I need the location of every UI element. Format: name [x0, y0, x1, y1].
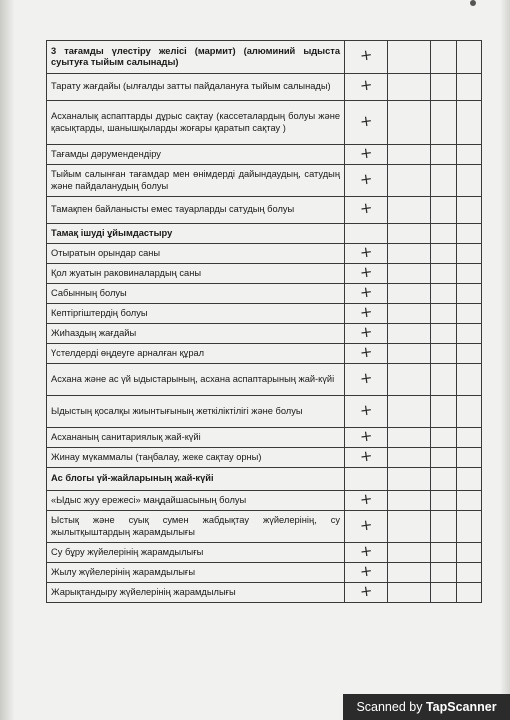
empty-cell	[431, 264, 457, 284]
handwritten-plus-mark: +	[358, 110, 374, 131]
empty-cell	[388, 74, 431, 101]
checklist-row	[47, 543, 482, 563]
empty-cell	[388, 543, 431, 563]
empty-cell	[431, 448, 457, 468]
empty-cell	[388, 244, 431, 264]
empty-cell	[388, 344, 431, 364]
empty-cell	[457, 284, 482, 304]
empty-cell	[388, 468, 431, 491]
empty-cell	[457, 264, 482, 284]
empty-cell	[431, 583, 457, 603]
empty-cell	[431, 145, 457, 165]
checklist-row	[47, 165, 482, 197]
empty-cell	[431, 344, 457, 364]
empty-cell	[388, 197, 431, 224]
requirement-text: Жарықтандыру жүйелерінің жарамдылығы	[47, 583, 345, 603]
requirement-text: Су бұру жүйелерінің жарамдылығы	[47, 543, 345, 563]
empty-cell	[457, 364, 482, 396]
empty-cell	[457, 74, 482, 101]
checklist-row	[47, 511, 482, 543]
empty-cell	[388, 448, 431, 468]
handwritten-plus-mark: +	[358, 261, 374, 282]
checklist-row	[47, 74, 482, 101]
compliance-cell	[345, 41, 388, 74]
compliance-cell	[345, 281, 388, 304]
empty-cell	[388, 284, 431, 304]
handwritten-plus-mark: +	[358, 488, 374, 509]
compliance-cell	[345, 261, 388, 284]
requirement-text: Тағамды дәрумендендіру	[47, 145, 345, 165]
compliance-cell	[345, 560, 388, 583]
empty-cell	[431, 224, 457, 244]
empty-cell	[457, 324, 482, 344]
handwritten-plus-mark: +	[358, 560, 374, 581]
empty-cell	[431, 41, 457, 74]
checklist-row	[47, 145, 482, 165]
handwritten-plus-mark: +	[358, 399, 374, 420]
empty-cell	[388, 396, 431, 428]
empty-cell	[457, 448, 482, 468]
requirement-text: Асхана және ас үй ыдыстарының, асхана аспаптарының жай-күйі	[47, 364, 345, 396]
compliance-cell	[345, 74, 388, 101]
requirement-text: Тамақпен байланысты емес тауарларды сатудың болуы	[47, 197, 345, 224]
requirement-text: Сабынның болуы	[47, 284, 345, 304]
empty-cell	[388, 224, 431, 244]
tapscanner-watermark	[343, 694, 510, 720]
section-heading: Ас блогы үй-жайларының жай-күйі	[47, 468, 345, 491]
requirement-text: Отыратын орындар саны	[47, 244, 345, 264]
requirement-text: Үстелдерді өңдеуге арналған құрал	[47, 344, 345, 364]
empty-cell	[457, 145, 482, 165]
empty-cell	[457, 563, 482, 583]
compliance-cell	[345, 540, 388, 563]
empty-cell	[388, 145, 431, 165]
checklist-row	[47, 563, 482, 583]
section-row	[47, 468, 482, 491]
handwritten-plus-mark: +	[358, 45, 374, 66]
compliance-cell	[345, 425, 388, 448]
empty-cell	[431, 74, 457, 101]
compliance-cell	[345, 101, 388, 145]
checklist-row	[47, 396, 482, 428]
empty-cell	[457, 511, 482, 543]
requirement-text: Жиһаздың жағдайы	[47, 324, 345, 344]
requirement-text: Ыстық және суық сумен жабдықтау жүйелерінің, су жылытқыштардың жарамдылығы	[47, 511, 345, 543]
watermark-brand: TapScanner	[425, 700, 497, 714]
empty-cell	[457, 304, 482, 324]
empty-cell	[457, 244, 482, 264]
compliance-cell	[345, 165, 388, 197]
handwritten-plus-mark: +	[358, 301, 374, 322]
scan-shadow-right	[500, 0, 510, 720]
compliance-cell	[345, 445, 388, 468]
empty-cell	[431, 364, 457, 396]
requirement-text: Тарату жағдайы (ылғалды затты пайдалануға тыйым салынады)	[47, 74, 345, 101]
checklist-row	[47, 101, 482, 145]
checklist-row	[47, 344, 482, 364]
handwritten-plus-mark: +	[358, 75, 374, 96]
empty-cell	[431, 197, 457, 224]
watermark-prefix: Scanned by	[356, 700, 426, 714]
empty-cell	[431, 396, 457, 428]
checklist-row	[47, 364, 482, 396]
empty-cell	[388, 304, 431, 324]
scan-shadow-left	[0, 0, 14, 720]
inspection-checklist-table	[46, 40, 482, 603]
section-row	[47, 224, 482, 244]
handwritten-plus-mark: +	[358, 281, 374, 302]
empty-cell	[388, 324, 431, 344]
handwritten-plus-mark: +	[358, 580, 374, 601]
empty-cell	[431, 543, 457, 563]
requirement-text: Асхананың санитариялық жай-күйі	[47, 428, 345, 448]
requirement-text: Кептіргіштердің болуы	[47, 304, 345, 324]
checklist-body	[47, 41, 482, 603]
handwritten-plus-mark: +	[358, 198, 374, 219]
compliance-cell	[345, 396, 388, 428]
requirement-text: 3 тағамды үлестіру желісі (мармит) (алюминий ыдыста суытуға тыйым салынады)	[47, 41, 345, 74]
requirement-text: Жинау мүкаммалы (таңбалау, жеке сақтау орны)	[47, 448, 345, 468]
empty-cell	[457, 101, 482, 145]
empty-cell	[388, 165, 431, 197]
checklist-row	[47, 284, 482, 304]
scan-speck	[470, 0, 476, 6]
empty-cell	[388, 563, 431, 583]
handwritten-plus-mark: +	[358, 341, 374, 362]
empty-cell	[388, 491, 431, 511]
requirement-text: Тыйым салынған тағамдар мен өнімдерді дайындаудың, сатудың және пайдаланудың болуы	[47, 165, 345, 197]
empty-cell	[431, 304, 457, 324]
empty-cell	[431, 428, 457, 448]
empty-cell	[388, 41, 431, 74]
compliance-cell	[345, 142, 388, 165]
empty-cell	[457, 543, 482, 563]
handwritten-plus-mark: +	[358, 445, 374, 466]
empty-cell	[388, 364, 431, 396]
compliance-cell	[345, 197, 388, 224]
handwritten-plus-mark: +	[358, 425, 374, 446]
checklist-row	[47, 491, 482, 511]
empty-cell	[431, 165, 457, 197]
empty-cell	[457, 165, 482, 197]
handwritten-plus-mark: +	[358, 367, 374, 388]
section-heading: Тамақ ішуді ұйымдастыру	[47, 224, 345, 244]
checklist-row	[47, 583, 482, 603]
compliance-cell	[345, 488, 388, 511]
compliance-cell	[345, 580, 388, 603]
empty-cell	[431, 468, 457, 491]
handwritten-plus-mark: +	[358, 142, 374, 163]
checklist-row	[47, 197, 482, 224]
requirement-text: «Ыдыс жуу ережесі» маңдайшасының болуы	[47, 491, 345, 511]
empty-cell	[431, 284, 457, 304]
compliance-cell	[345, 364, 388, 396]
empty-cell	[457, 344, 482, 364]
empty-cell	[431, 511, 457, 543]
empty-cell	[388, 264, 431, 284]
compliance-cell	[345, 511, 388, 543]
handwritten-plus-mark: +	[358, 540, 374, 561]
empty-cell	[431, 101, 457, 145]
checklist-row	[47, 41, 482, 74]
checklist-row	[47, 244, 482, 264]
empty-cell	[457, 491, 482, 511]
requirement-text: Қол жуатын раковиналардың саны	[47, 264, 345, 284]
empty-cell	[457, 468, 482, 491]
empty-cell	[457, 428, 482, 448]
requirement-text: Ыдыстың қосалқы жиынтығының жеткіліктілігі және болуы	[47, 396, 345, 428]
empty-cell	[457, 197, 482, 224]
empty-cell	[388, 428, 431, 448]
compliance-cell	[345, 341, 388, 364]
empty-cell	[431, 491, 457, 511]
handwritten-plus-mark: +	[358, 321, 374, 342]
checklist-row	[47, 304, 482, 324]
compliance-cell	[345, 321, 388, 344]
empty-cell	[431, 324, 457, 344]
checklist-row	[47, 448, 482, 468]
compliance-cell	[345, 468, 388, 491]
handwritten-plus-mark: +	[358, 241, 374, 262]
empty-cell	[388, 101, 431, 145]
empty-cell	[457, 224, 482, 244]
checklist-row	[47, 264, 482, 284]
handwritten-plus-mark: +	[358, 168, 374, 189]
empty-cell	[431, 563, 457, 583]
compliance-cell	[345, 301, 388, 324]
empty-cell	[457, 41, 482, 74]
empty-cell	[457, 583, 482, 603]
handwritten-plus-mark: +	[358, 514, 374, 535]
compliance-cell	[345, 241, 388, 264]
empty-cell	[388, 583, 431, 603]
checklist-row	[47, 428, 482, 448]
compliance-cell	[345, 224, 388, 244]
empty-cell	[431, 244, 457, 264]
requirement-text: Жылу жүйелерінің жарамдылығы	[47, 563, 345, 583]
checklist-row	[47, 324, 482, 344]
empty-cell	[388, 511, 431, 543]
requirement-text: Асханалық аспаптарды дұрыс сақтау (кассеталардың болуы және қасықтарды, шанышқыларды жоғары қаратып сақтау )	[47, 101, 345, 145]
empty-cell	[457, 396, 482, 428]
